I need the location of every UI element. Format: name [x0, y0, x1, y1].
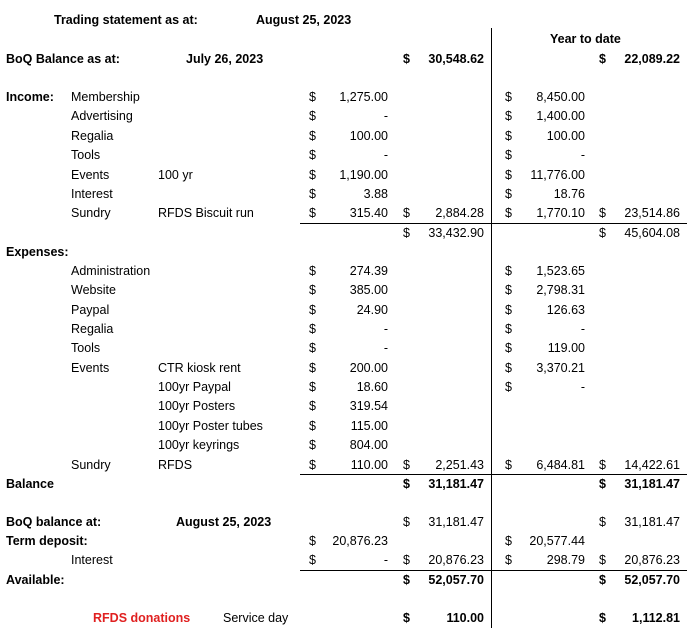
line-item-category: Sundry: [71, 206, 111, 221]
available-rule: [300, 570, 687, 571]
boq-ytd-amount: 31,181.47: [624, 515, 680, 529]
line-item-ytd-total-currency: $: [599, 206, 606, 221]
line-item-category: Membership: [71, 90, 140, 104]
line-item-ytd-currency: $: [505, 302, 512, 317]
opening-period-amount: 30,548.62: [428, 52, 484, 66]
line-item-ytd-total: 14,422.61: [624, 457, 680, 472]
line-item-ytd-total: 23,514.86: [624, 206, 680, 221]
line-item-period-amount: 110.00: [350, 457, 388, 472]
term-ytd-currency: $: [505, 534, 512, 548]
term-period-amount: 20,876.23: [332, 534, 388, 548]
opening-balance-date: July 26, 2023: [186, 52, 264, 66]
interest-ytd-amount: 298.79: [546, 553, 585, 567]
income-subtotal-rule: [300, 223, 687, 224]
line-item-period-amount: 24.90: [356, 302, 388, 317]
income-subtotal-ytd-currency: $: [599, 226, 606, 240]
line-item-ytd-amount: 126.63: [546, 302, 585, 317]
balance-period-currency: $: [403, 477, 410, 491]
line-item-period-currency: $: [309, 128, 316, 143]
line-item-ytd-currency: $: [505, 90, 512, 104]
line-item-ytd-amount: 2,798.31: [536, 283, 585, 298]
line-item-detail: CTR kiosk rent: [158, 360, 241, 375]
line-item-ytd-amount: 1,770.10: [536, 206, 585, 221]
income-section-label: Income:: [6, 90, 54, 104]
line-item-period-currency: $: [309, 283, 316, 298]
line-item-category: Paypal: [71, 302, 110, 317]
line-item-period-amount: 315.40: [349, 206, 388, 221]
balance-ytd-amount: 31,181.47: [624, 477, 680, 491]
term-period-currency: $: [309, 534, 316, 548]
available-period-amount: 52,057.70: [428, 573, 484, 587]
line-item-period-currency: $: [309, 109, 316, 124]
line-item-period-currency: $: [309, 90, 316, 104]
donations-period-currency: $: [403, 611, 410, 625]
line-item-detail: 100yr Paypal: [158, 380, 231, 395]
line-item-detail: 100yr keyrings: [158, 438, 240, 453]
line-item-period-amount: 1,275.00: [339, 90, 388, 104]
term-deposit-label: Term deposit:: [6, 534, 88, 548]
line-item-ytd-amount: -: [580, 322, 585, 337]
income-subtotal-ytd: 45,604.08: [624, 226, 680, 240]
line-item-detail: RFDS Biscuit run: [158, 206, 254, 221]
line-item-ytd-amount: 1,400.00: [536, 109, 585, 124]
line-item-ytd-amount: 1,523.65: [536, 264, 585, 278]
line-item-period-amount: 319.54: [349, 399, 388, 414]
opening-ytd-currency: $: [599, 52, 606, 66]
boq-period-currency: $: [403, 515, 410, 529]
line-item-ytd-amount: 8,450.00: [536, 90, 585, 104]
boq-balance-date: August 25, 2023: [176, 515, 272, 529]
interest-ytd-currency: $: [505, 553, 512, 567]
interest-period-currency: $: [309, 553, 316, 567]
line-item-period-amount: 274.39: [349, 264, 388, 278]
line-item-ytd-amount: 6,484.81: [536, 457, 585, 472]
available-ytd-currency: $: [599, 573, 606, 587]
line-item-category: Regalia: [71, 128, 114, 143]
boq-ytd-currency: $: [599, 515, 606, 529]
line-item-ytd-currency: $: [505, 109, 512, 124]
line-item-ytd-currency: $: [505, 264, 512, 278]
line-item-ytd-amount: 11,776.00: [530, 167, 585, 182]
line-item-period-total-currency: $: [403, 206, 410, 221]
line-item-period-amount: 100.00: [349, 128, 388, 143]
line-item-ytd-currency: $: [505, 360, 512, 375]
line-item-category: Tools: [71, 148, 101, 163]
statement-title: Trading statement as at:: [54, 13, 198, 27]
income-subtotal-period: 33,432.90: [428, 226, 484, 240]
statement-date: August 25, 2023: [256, 13, 352, 27]
interest-label: Interest: [71, 553, 113, 567]
line-item-period-amount: 804.00: [349, 438, 388, 453]
line-item-detail: 100 yr: [158, 167, 193, 182]
boq-balance-label: BoQ balance at:: [6, 515, 102, 529]
line-item-period-amount: -: [383, 341, 388, 356]
line-item-period-currency: $: [309, 341, 316, 356]
line-item-category: Website: [71, 283, 116, 298]
line-item-ytd-currency: $: [505, 128, 512, 143]
income-subtotal-period-currency: $: [403, 226, 410, 240]
line-item-ytd-amount: -: [580, 148, 585, 163]
expenses-section-label: Expenses:: [6, 245, 69, 259]
line-item-detail: 100yr Poster tubes: [158, 418, 263, 433]
line-item-category: Tools: [71, 341, 101, 356]
expenses-subtotal-rule: [300, 474, 687, 475]
line-item-ytd-currency: $: [505, 206, 512, 221]
line-item-ytd-currency: $: [505, 322, 512, 337]
line-item-ytd-total-currency: $: [599, 457, 606, 472]
line-item-period-total-currency: $: [403, 457, 410, 472]
line-item-period-currency: $: [309, 302, 316, 317]
interest-period-total: 20,876.23: [428, 553, 484, 567]
interest-period-total-currency: $: [403, 553, 410, 567]
opening-balance-label: BoQ Balance as at:: [6, 52, 120, 66]
line-item-ytd-amount: 3,370.21: [536, 360, 585, 375]
line-item-period-currency: $: [309, 418, 316, 433]
line-item-category: Regalia: [71, 322, 114, 337]
line-item-ytd-amount: 119.00: [547, 341, 585, 356]
line-item-period-currency: $: [309, 148, 316, 163]
line-item-period-currency: $: [309, 380, 316, 395]
line-item-period-amount: 1,190.00: [339, 167, 388, 182]
donations-ytd-currency: $: [599, 611, 606, 625]
rfds-donations-detail: Service day: [223, 611, 289, 625]
interest-ytd-total-currency: $: [599, 553, 606, 567]
line-item-period-amount: -: [383, 109, 388, 124]
balance-period-amount: 31,181.47: [428, 477, 484, 491]
column-divider: [491, 28, 492, 628]
interest-period-amount: -: [383, 553, 388, 567]
line-item-ytd-amount: 100.00: [546, 128, 585, 143]
line-item-period-total: 2,884.28: [435, 206, 484, 221]
opening-period-currency: $: [403, 52, 410, 66]
line-item-ytd-currency: $: [505, 380, 512, 395]
line-item-category: Sundry: [71, 457, 111, 472]
line-item-category: Advertising: [71, 109, 133, 124]
ytd-heading: Year to date: [550, 32, 621, 46]
line-item-period-currency: $: [309, 457, 316, 472]
rfds-donations-label: RFDS donations: [93, 611, 191, 625]
line-item-period-total: 2,251.43: [435, 457, 484, 472]
line-item-ytd-currency: $: [505, 148, 512, 163]
boq-period-amount: 31,181.47: [428, 515, 484, 529]
balance-ytd-currency: $: [599, 477, 606, 491]
opening-ytd-amount: 22,089.22: [624, 52, 680, 66]
balance-label: Balance: [6, 477, 54, 491]
line-item-period-amount: 200.00: [349, 360, 388, 375]
line-item-category: Administration: [71, 264, 151, 278]
line-item-ytd-currency: $: [505, 167, 512, 182]
line-item-period-amount: 3.88: [363, 187, 388, 201]
line-item-category: Interest: [71, 187, 113, 201]
available-ytd-amount: 52,057.70: [624, 573, 680, 587]
line-item-period-currency: $: [309, 322, 316, 337]
line-item-period-amount: 385.00: [349, 283, 388, 298]
term-ytd-amount: 20,577.44: [529, 534, 585, 548]
line-item-ytd-currency: $: [505, 457, 512, 472]
donations-period-amount: 110.00: [446, 611, 484, 625]
line-item-period-amount: 18.60: [356, 380, 388, 395]
line-item-period-amount: 115.00: [350, 418, 388, 433]
line-item-ytd-currency: $: [505, 341, 512, 356]
line-item-category: Events: [71, 167, 110, 182]
line-item-detail: 100yr Posters: [158, 399, 236, 414]
line-item-period-currency: $: [309, 187, 316, 201]
line-item-category: Events: [71, 360, 110, 375]
line-item-period-currency: $: [309, 167, 316, 182]
line-item-detail: RFDS: [158, 457, 193, 472]
line-item-period-amount: -: [383, 322, 388, 337]
line-item-period-currency: $: [309, 399, 316, 414]
line-item-ytd-amount: 18.76: [553, 187, 585, 201]
donations-ytd-amount: 1,112.81: [632, 611, 680, 625]
line-item-period-amount: -: [383, 148, 388, 163]
line-item-ytd-currency: $: [505, 283, 512, 298]
available-period-currency: $: [403, 573, 410, 587]
available-label: Available:: [6, 573, 65, 587]
line-item-ytd-amount: -: [580, 380, 585, 395]
line-item-period-currency: $: [309, 206, 316, 221]
line-item-period-currency: $: [309, 438, 316, 453]
interest-ytd-total: 20,876.23: [624, 553, 680, 567]
line-item-ytd-currency: $: [505, 187, 512, 201]
line-item-period-currency: $: [309, 264, 316, 278]
line-item-period-currency: $: [309, 360, 316, 375]
